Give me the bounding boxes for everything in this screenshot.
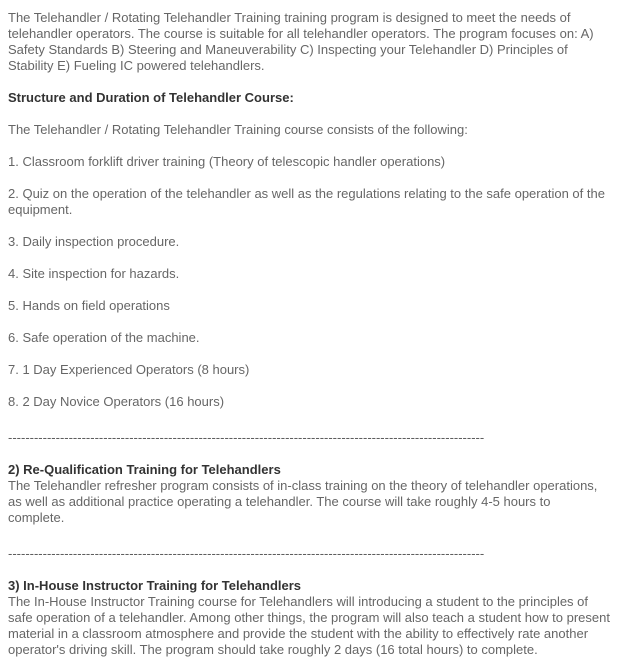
list-item-site-inspection: 4. Site inspection for hazards.	[8, 266, 180, 281]
dashed-separator: --------------------------------------------------------------------------------------------------------------	[8, 430, 485, 445]
structure-duration-heading: Structure and Duration of Telehandler Course:	[8, 90, 294, 105]
inhouse-instructor-heading: 3) In-House Instructor Training for Telehandlers	[8, 578, 302, 593]
list-item-classroom-training: 1. Classroom forklift driver training (Theory of telescopic handler operations)	[8, 154, 446, 169]
list-item-novice-operators: 8. 2 Day Novice Operators (16 hours)	[8, 394, 225, 409]
requalification-heading: 2) Re-Qualification Training for Telehandlers	[8, 462, 281, 477]
dashed-separator: --------------------------------------------------------------------------------------------------------------	[8, 546, 485, 561]
list-item-quiz: 2. Quiz on the operation of the telehandler as well as the regulations relating to the safe operation of the equipment.	[8, 186, 605, 217]
section-inhouse-instructor	[8, 578, 610, 658]
intro-paragraph: The Telehandler / Rotating Telehandler Training training program is designed to meet the needs of telehandler operators. The course is suitable for all telehandler operators. The program focuses on: A) Safety Standards B) Steering and Maneuverability C) Inspecting your Telehandler D) Principles of Stability E) Fueling IC powered telehandlers.	[8, 10, 594, 73]
course-consists-paragraph: The Telehandler / Rotating Telehandler Training course consists of the following:	[8, 122, 468, 137]
list-item-safe-operation: 6. Safe operation of the machine.	[8, 330, 200, 345]
list-item-daily-inspection: 3. Daily inspection procedure.	[8, 234, 180, 249]
inhouse-instructor-body: The In-House Instructor Training course for Telehandlers will introducing a student to the principles of safe operation of a telehandler. Among other things, the program will also teach a student how to present material in a classroom atmosphere and provide the student with the ability to effectively rate another operator's driving skill. The program should take roughly 2 days (16 total hours) to complete.	[8, 594, 610, 657]
list-item-hands-on: 5. Hands on field operations	[8, 298, 170, 313]
requalification-body: The Telehandler refresher program consists of in-class training on the theory of telehandler operations, as well as additional practice operating a telehandler. The course will take roughly 4-5 hours to complete.	[8, 478, 598, 525]
section-requalification	[8, 462, 610, 526]
list-item-experienced-operators: 7. 1 Day Experienced Operators (8 hours)	[8, 362, 250, 377]
